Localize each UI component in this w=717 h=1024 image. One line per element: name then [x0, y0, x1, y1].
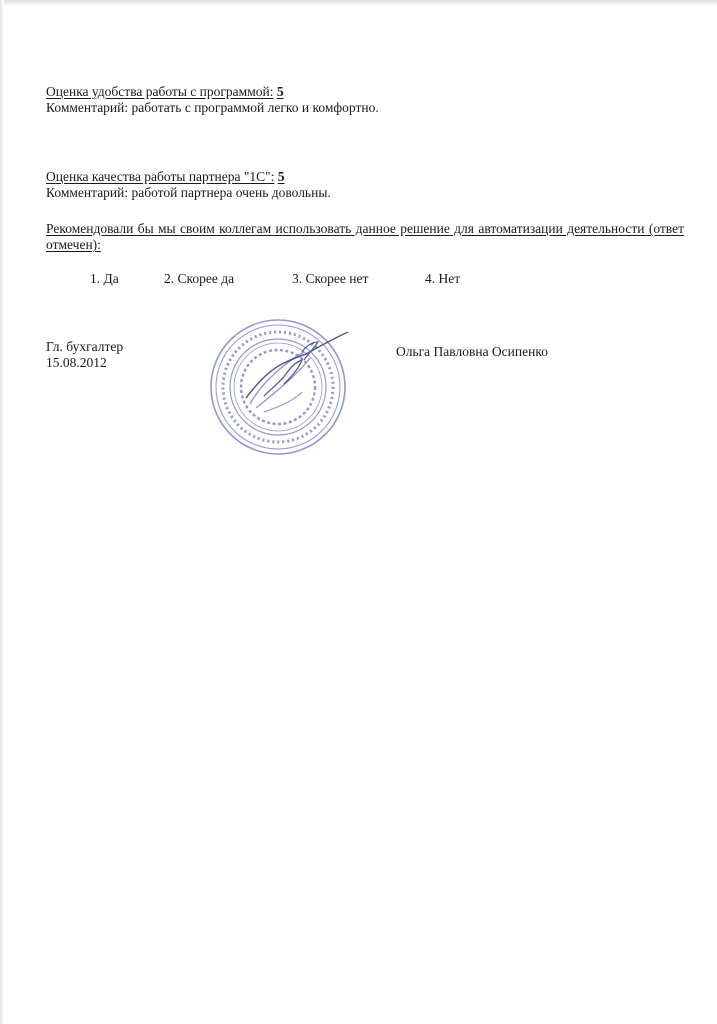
signature-date: 15.08.2012	[46, 355, 107, 370]
company-stamp-seal	[206, 312, 356, 458]
usability-score: 5	[276, 84, 284, 99]
partner-score: 5	[277, 169, 285, 184]
usability-heading	[46, 84, 284, 100]
scan-edge	[0, 0, 717, 6]
signatory-name: Ольга Павловна Осипенко	[396, 344, 548, 359]
partner-heading	[46, 169, 285, 185]
option-rather-no: 3. Скорее нет	[292, 271, 369, 286]
usability-comment: Комментарий: работать с программой легко и комфортно.	[46, 100, 379, 115]
partner-comment: Комментарий: работой партнера очень довольны.	[46, 185, 331, 200]
option-no: 4. Нет	[425, 271, 461, 286]
signatory-position: Гл. бухгалтер	[46, 339, 124, 354]
usability-title: Оценка удобства работы с программой:	[46, 84, 274, 99]
scan-left-edge	[0, 0, 4, 1024]
option-rather-yes: 2. Скорее да	[164, 271, 235, 286]
recommend-question: Рекомендовали бы мы своим коллегам использовать данное решение для автоматизации деятельности (ответ отмечен):	[46, 221, 684, 252]
partner-title: Оценка качества работы партнера "1С":	[46, 169, 275, 184]
option-yes: 1. Да	[90, 271, 119, 286]
